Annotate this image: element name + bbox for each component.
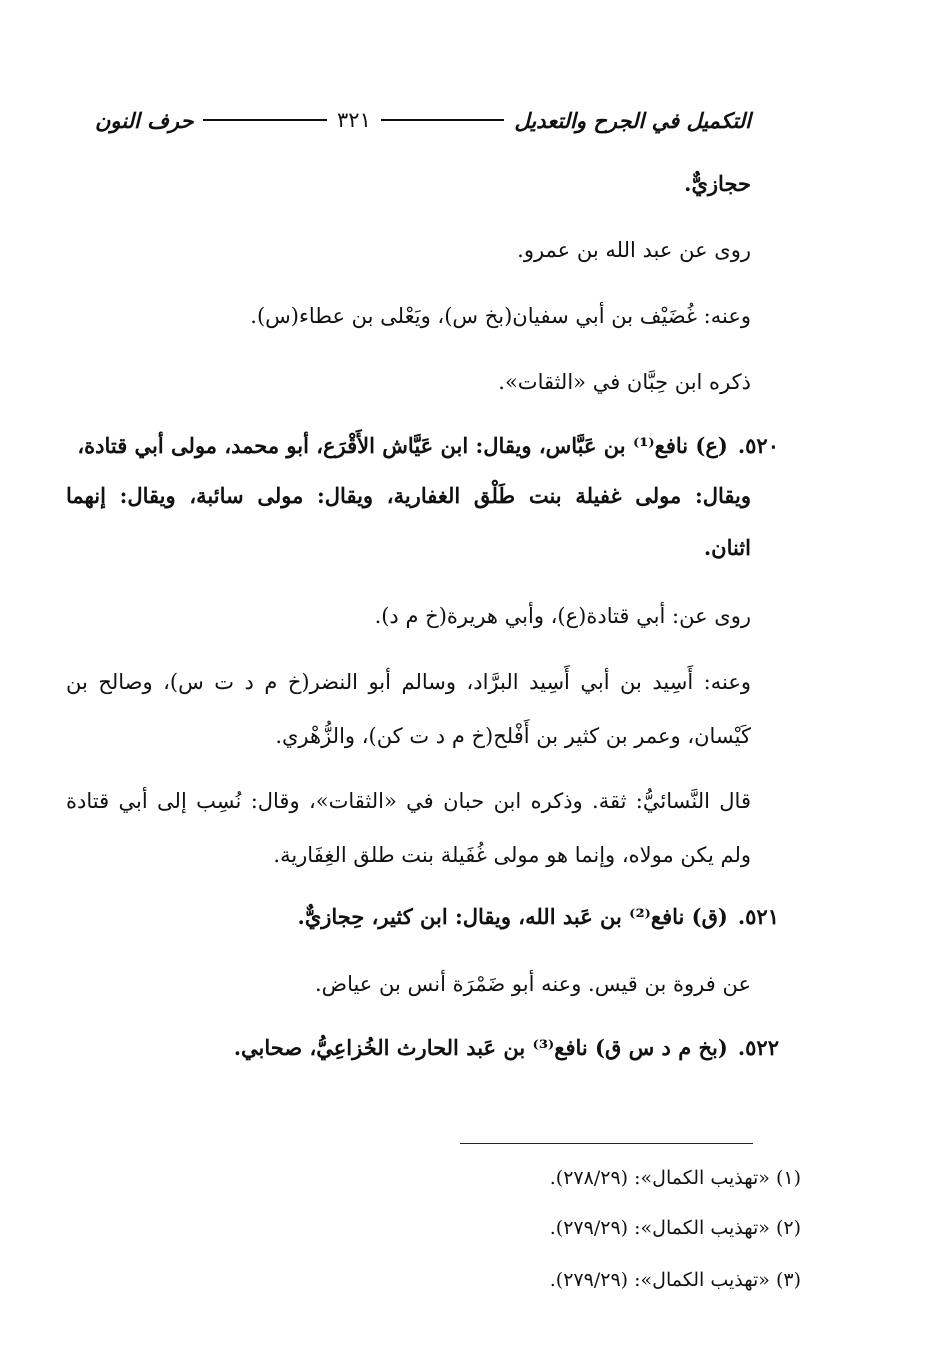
entry-heading: (بخ م د س ق) نافع⁽³⁾ بن عَبد الحارث الخُزاعِيُّ، صحابي. [233, 1035, 728, 1060]
text-line: عن فروة بن قيس. وعنه أبو ضَمْرَة أنس بن عياض. [315, 972, 751, 996]
text-line: ولم يكن مولاه، وإنما هو مولى غُفَيلة بنت طلق الغِفَارية. [273, 843, 751, 867]
footnote-divider [460, 1143, 753, 1144]
entry-520 [66, 428, 779, 464]
footnote: (٣) «تهذيب الكمال»: (٢٧٩/٢٩). [549, 1269, 801, 1291]
text-line: حجازيٌّ. [684, 171, 751, 196]
entry-number: ٥٢٠. [737, 433, 779, 458]
entry-heading: (ق) نافع⁽²⁾ بن عَبد الله، ويقال: ابن كثير، حِجازيٌّ. [297, 904, 728, 929]
text-line: وعنه: غُضَيْف بن أبي سفيان(بخ س)، ويَعْلى بن عطاء(س). [250, 304, 751, 328]
entry-521 [66, 899, 779, 935]
text-line: روى عن عبد الله بن عمرو. [517, 238, 751, 262]
text-line: وعنه: أَسِيد بن أبي أَسِيد البرَّاد، وسالم أبو النضر(خ م د ت س)، وصالح بن [66, 670, 751, 694]
entry-number: ٥٢١. [737, 904, 779, 929]
entry-heading: (ع) نافع⁽¹⁾ بن عَبَّاس، ويقال: ابن عَيَّاش الأَقْرَع، أبو محمد، مولى أبي قتادة، [77, 433, 728, 458]
book-title: التكميل في الجرح والتعديل [514, 107, 751, 133]
text-line: قال النَّسائيُّ: ثقة. وذكره ابن حبان في «الثقات»، وقال: نُسِب إلى أبي قتادة [66, 789, 751, 813]
header-rule [203, 119, 327, 121]
entry-number: ٥٢٢. [737, 1035, 779, 1060]
text-line: اثنان. [703, 535, 751, 560]
page-number: ٣٢١ [337, 108, 371, 132]
text-line: كَيْسان، وعمر بن كثير بن أَفْلح(خ م د ت كن)، والزُّهْري. [275, 724, 751, 748]
footnote: (١) «تهذيب الكمال»: (٢٧٨/٢٩). [549, 1167, 801, 1189]
entry-522 [66, 1030, 779, 1066]
text-line: روى عن: أبي قتادة(ع)، وأبي هريرة(خ م د). [374, 604, 751, 628]
running-header [95, 100, 751, 140]
text-line: ذكره ابن حِبَّان في «الثقات». [498, 370, 751, 394]
footnote: (٢) «تهذيب الكمال»: (٢٧٩/٢٩). [549, 1217, 801, 1239]
section-title: حرف النون [94, 107, 194, 133]
text-line: ويقال: مولى غفيلة بنت طَلْق الغفارية، ويقال: مولى سائبة، ويقال: إنهما [66, 483, 752, 508]
header-rule [381, 119, 505, 121]
